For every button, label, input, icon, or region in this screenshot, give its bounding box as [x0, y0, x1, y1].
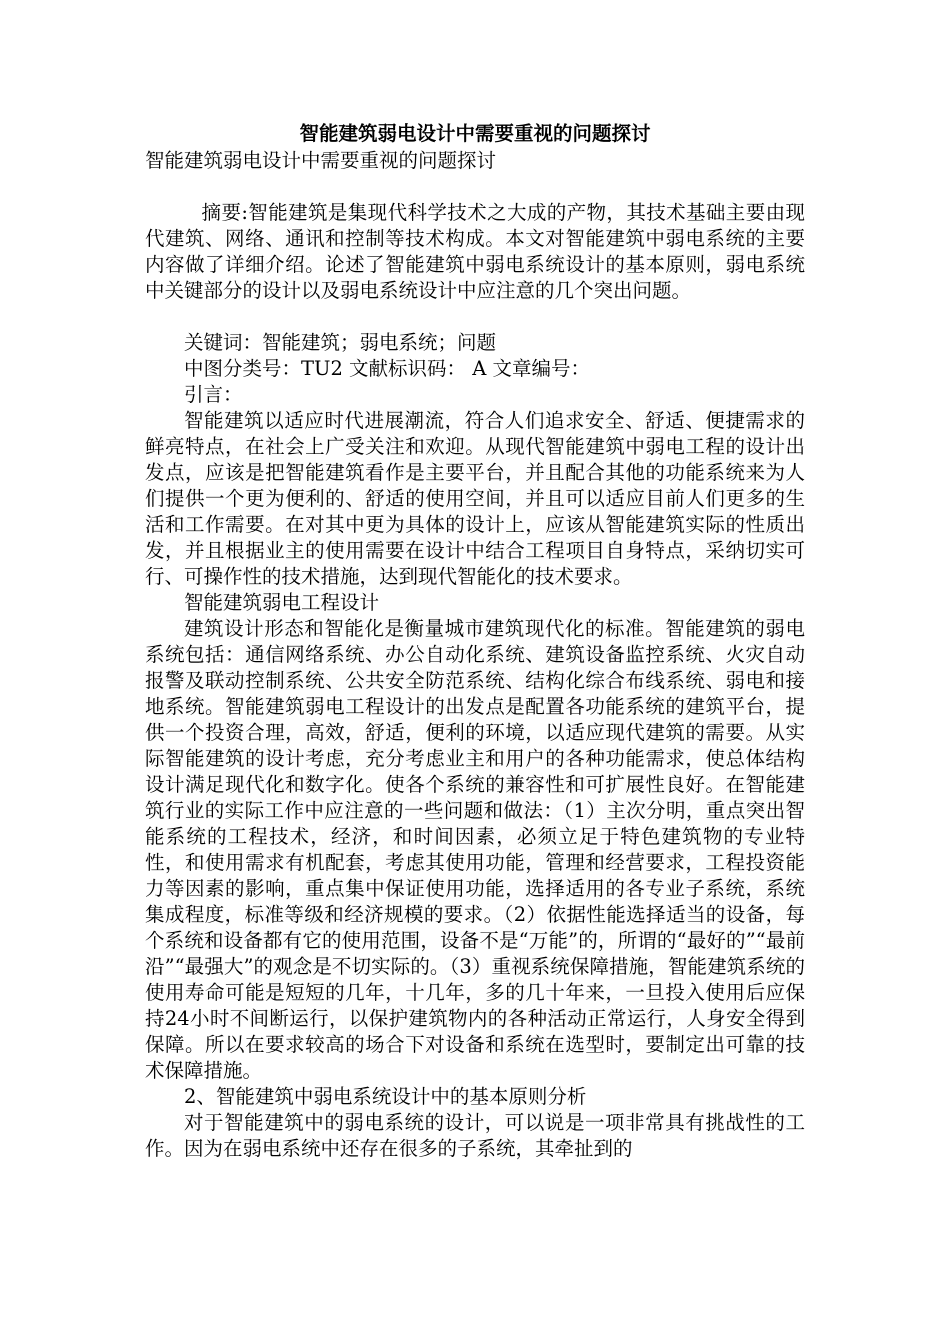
- section2-heading: 2、智能建筑中弱电系统设计中的基本原则分析: [184, 1085, 587, 1108]
- keywords-line: 关键词：智能建筑；弱电系统；问题: [184, 331, 497, 354]
- document-page: [145, 120, 805, 1162]
- section1-heading: 智能建筑弱电工程设计: [184, 591, 380, 614]
- intro-heading: 引言：: [184, 383, 243, 406]
- abstract-paragraph: 摘要:智能建筑是集现代科学技术之大成的产物，其技术基础主要由现代建筑、网络、通讯和控制等技术构成。本文对智能建筑中弱电系统的主要内容做了详细介绍。论述了智能建筑中弱电系统设计的基本原则，弱电系统中关键部分的设计以及弱电系统设计中应注意的几个突出问题。: [145, 201, 805, 302]
- classification-line: 中图分类号：TU2 文献标识码： A 文章编号：: [184, 357, 591, 380]
- document-title: 智能建筑弱电设计中需要重视的问题探讨: [299, 122, 651, 145]
- paragraph-gap: [145, 304, 805, 330]
- document-subtitle: 智能建筑弱电设计中需要重视的问题探讨: [145, 149, 497, 172]
- intro-paragraph: 智能建筑以适应时代进展潮流，符合人们追求安全、舒适、便捷需求的鲜亮特点，在社会上广受关注和欢迎。从现代智能建筑中弱电工程的设计出发点，应该是把智能建筑看作是主要平台，并且配合其他的功能系统来为人们提供一个更为便利的、舒适的使用空间，并且可以适应目前人们更多的生活和工作需要。在对其中更为具体的设计上，应该从智能建筑实际的性质出发，并且根据业主的使用需要在设计中结合工程项目自身特点，采纳切实可行、可操作性的技术措施，达到现代智能化的技术要求。: [145, 409, 805, 588]
- section1-paragraph: 建筑设计形态和智能化是衡量城市建筑现代化的标准。智能建筑的弱电系统包括：通信网络系统、办公自动化系统、建筑设备监控系统、火灾自动报警及联动控制系统、公共安全防范系统、结构化综合布线系统、弱电和接地系统。智能建筑弱电工程设计的出发点是配置各功能系统的建筑平台，提供一个投资合理，高效，舒适，便利的环境，以适应现代建筑的需要。从实际智能建筑的设计考虑，充分考虑业主和用户的各种功能需求，使总体结构设计满足现代化和数字化。使各个系统的兼容性和可扩展性良好。在智能建筑行业的实际工作中应注意的一些问题和做法：（1）主次分明，重点突出智能系统的工程技术，经济，和时间因素，必须立足于特色建筑物的专业特性，和使用需求有机配套，考虑其使用功能，管理和经营要求，工程投资能力等因素的影响，重点集中保证使用功能，选择适用的各专业子系统，系统集成程度，标准等级和经济规模的要求。（2）依据性能选择适当的设备，每个系统和设备都有它的使用范围，设备不是“万能”的，所谓的“最好的”“最前沿”“最强大”的观念是不切实际的。（3）重视系统保障措施，智能建筑系统的使用寿命可能是短短的几年，十几年，多的几十年来，一旦投入使用后应保持24小时不间断运行，以保护建筑物内的各种活动正常运行，人身安全得到保障。所以在要求较高的场合下对设备和系统在选型时，要制定出可靠的技术保障措施。: [145, 617, 805, 1082]
- section2-paragraph: 对于智能建筑中的弱电系统的设计，可以说是一项非常具有挑战性的工作。因为在弱电系统中还存在很多的子系统，其牵扯到的: [145, 1111, 805, 1160]
